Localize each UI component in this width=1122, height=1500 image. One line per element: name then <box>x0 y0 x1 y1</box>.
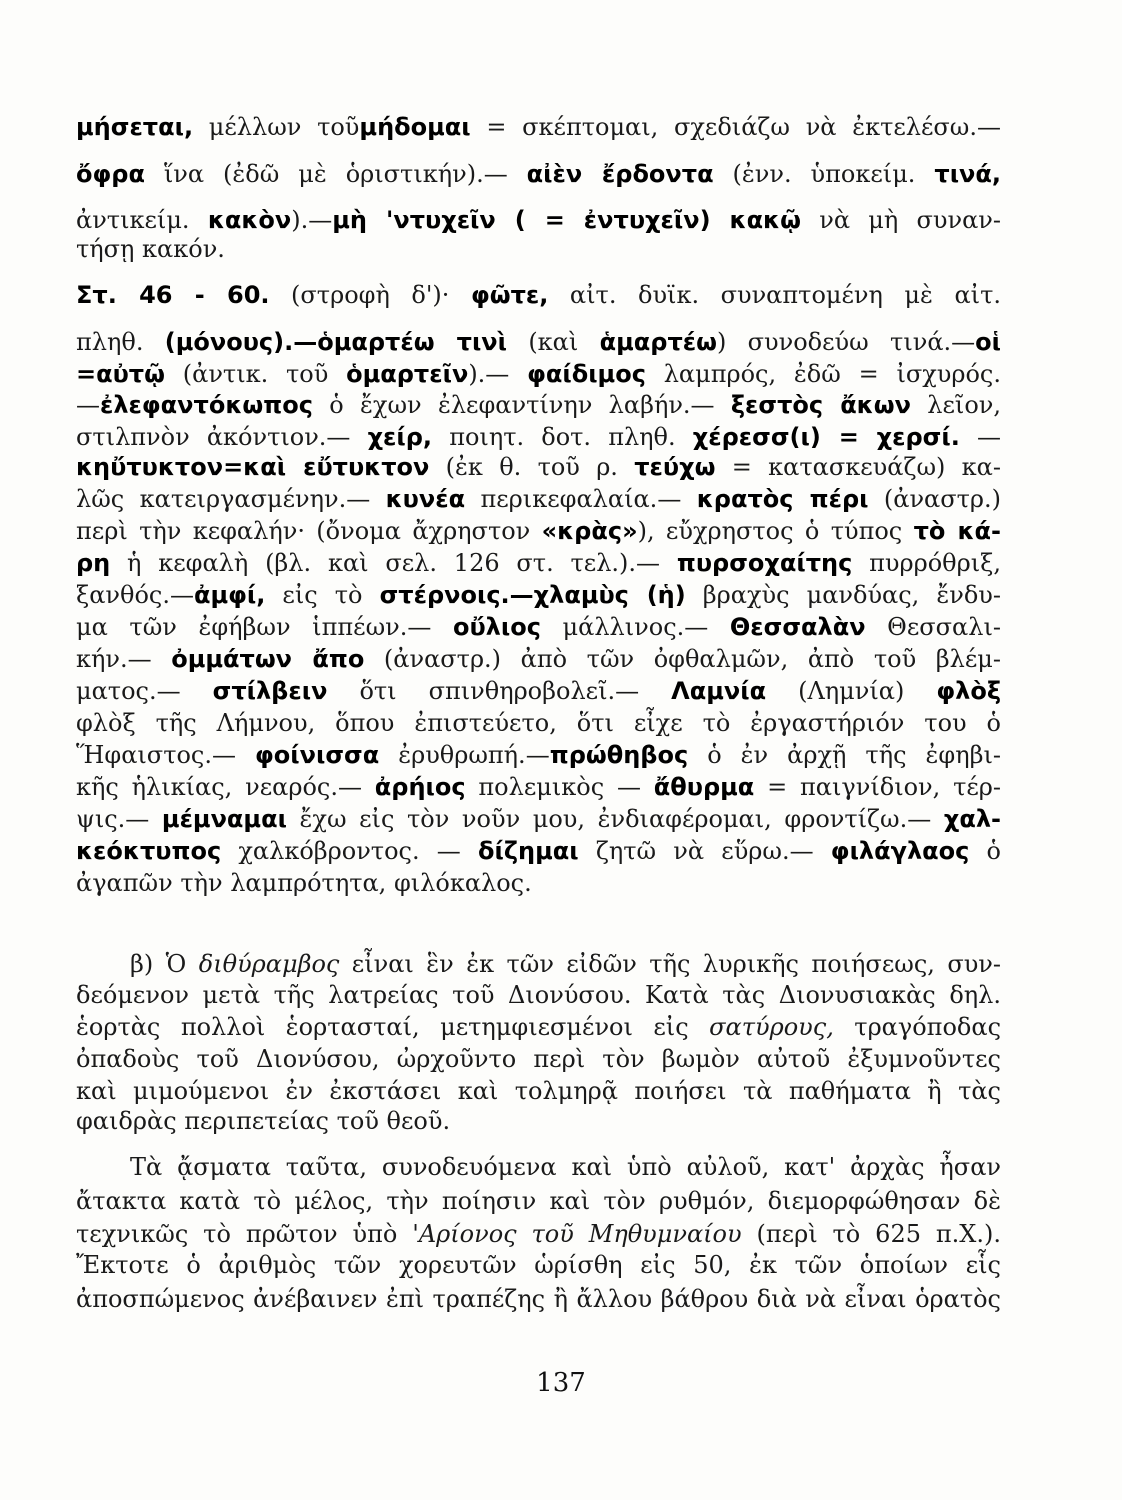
text-segment: — <box>959 423 1001 451</box>
bold-term: τὸ κά- <box>913 517 1002 545</box>
text-segment: εἶναι ἓν ἐκ τῶν εἰδῶν τῆς λυρικῆς ποιήσεως, συν- <box>339 950 1002 978</box>
text-segment: ὁ ἐν ἀρχῇ τῆς ἐφηβι- <box>688 741 1001 769</box>
text-segment: (Λημνία) <box>766 677 937 705</box>
text-segment: ὁ <box>969 837 1001 865</box>
bold-term: ἀρήιος <box>374 773 466 801</box>
text-segment: Τὰ ᾄσματα ταῦτα, συνοδευόμενα καὶ ὑπὸ αὐλοῦ, κατ' ἀρχὰς ἦσαν <box>130 1153 1001 1181</box>
bold-term: κεόκτυπος <box>76 837 222 865</box>
text-segment: λῶς κατειργασμένην.— <box>76 485 386 513</box>
text-segment: Θεσσαλι- <box>865 613 1001 641</box>
text-line <box>76 868 1001 898</box>
bold-term: «κρὰς» <box>541 517 638 545</box>
text-line <box>76 644 1001 674</box>
text-line <box>76 580 1001 610</box>
text-segment: ὁ ἔχων ἐλεφαντίνην λαβήν.— <box>312 391 731 419</box>
text-segment: νὰ μὴ συναν- <box>800 206 1002 234</box>
text-line <box>130 949 1001 979</box>
text-segment: τραγόποδας <box>833 1013 1002 1041</box>
bold-term: Λαμνία <box>671 677 767 705</box>
text-line <box>76 1106 1001 1136</box>
text-line <box>76 1219 1001 1249</box>
bold-term: κυνέα <box>385 485 466 513</box>
text-line <box>76 836 1001 866</box>
text-line <box>76 516 1001 546</box>
text-segment: πληθ. <box>76 328 165 356</box>
text-segment: = παιγνίδιον, τέρ- <box>754 773 1001 801</box>
text-segment: βραχὺς μανδύας, ἔνδυ- <box>685 581 1001 609</box>
text-segment: ) συνοδεύω τινά.— <box>716 328 976 356</box>
bold-term: οἱ <box>975 328 1001 356</box>
bold-term: μέμναμαι <box>161 805 287 833</box>
text-segment: περικεφαλαία.— <box>465 485 697 513</box>
text-segment: ἑορτὰς πολλοὶ ἑορτασταί, μετημφιεσμένοι εἰς <box>76 1013 710 1041</box>
text-line <box>76 422 1001 452</box>
bold-term: φῶτε, <box>470 281 549 309</box>
text-line <box>76 548 1001 578</box>
text-line <box>76 205 1001 235</box>
text-segment: = σκέπτομαι, σχεδιάζω νὰ ἐκτελέσω.— <box>470 113 1002 141</box>
text-line <box>76 484 1001 514</box>
bold-term: κηὔτυκτον=καὶ εὔτυκτον <box>76 453 430 481</box>
bold-term: μήσεται, <box>76 113 194 141</box>
text-segment: ).— <box>468 360 528 388</box>
text-line <box>76 980 1001 1010</box>
text-line <box>76 772 1001 802</box>
text-segment: ὅτι σπινθηροβολεῖ.— <box>327 677 672 705</box>
text-segment: ποιητ. δοτ. πληθ. <box>432 423 693 451</box>
text-segment: (ἀντικ. τοῦ <box>164 360 347 388</box>
italic-text: 'Αρίονος τοῦ Μηθυμναίου <box>412 1220 742 1248</box>
bold-term: πρώθηβος <box>549 741 689 769</box>
text-line <box>76 112 1001 142</box>
bold-term: (μόνους).—ὁμαρτέω τινὶ <box>164 328 507 356</box>
text-segment: πυρρόθριξ, <box>852 549 1001 577</box>
text-line <box>76 390 1001 420</box>
text-line <box>76 1044 1001 1074</box>
text-line <box>76 804 1001 834</box>
text-line <box>76 359 1001 389</box>
bold-term: μὴ 'ντυχεῖν ( = ἐντυχεῖν) κακῷ <box>332 206 801 234</box>
text-line <box>76 1076 1001 1106</box>
bold-term: χείρ, <box>367 423 433 451</box>
text-line <box>76 612 1001 642</box>
text-segment: ἵνα (ἐδῶ μὲ ὁριστικήν).— <box>144 160 527 188</box>
text-segment: πολεμικὸς — <box>465 773 654 801</box>
text-segment: κῆς ἡλικίας, νεαρός.— <box>76 773 375 801</box>
text-line <box>76 708 1001 738</box>
text-line <box>76 452 1001 482</box>
text-line <box>76 234 1001 264</box>
text-segment: ζητῶ νὰ εὕρω.— <box>578 837 831 865</box>
bold-term: πυρσοχαίτης <box>676 549 853 577</box>
text-segment: λεῖον, <box>910 391 1001 419</box>
text-segment: ψις.— <box>76 805 162 833</box>
text-segment: μάλλινος.— <box>540 613 730 641</box>
text-segment: (ἐνν. ὑποκείμ. <box>713 160 935 188</box>
text-segment: (ἀναστρ.) ἀπὸ τῶν ὀφθαλμῶν, ἀπὸ τοῦ βλέμ- <box>364 645 1001 673</box>
text-line <box>76 1250 1001 1280</box>
text-line <box>130 1152 1001 1182</box>
text-segment: κήν.— <box>76 645 172 673</box>
text-segment: ).— <box>291 206 333 234</box>
bold-term: δίζημαι <box>478 837 579 865</box>
text-segment: (ἐκ θ. τοῦ ρ. <box>429 453 635 481</box>
bold-term: =αὐτῷ <box>76 360 165 388</box>
text-segment: ματος.— <box>76 677 213 705</box>
text-segment: χαλκόβροντος. — <box>221 837 479 865</box>
bold-term: οὔλιος <box>452 613 541 641</box>
bold-term: ὀμμάτων ἄπο <box>171 645 365 673</box>
text-segment: = κατασκευάζω) κα- <box>715 453 1001 481</box>
bold-term: φλὸξ <box>936 677 1002 705</box>
text-segment: τεχνικῶς τὸ πρῶτον ὑπὸ <box>76 1220 413 1248</box>
bold-term: χέρεσσ(ι) = χερσί. <box>692 423 960 451</box>
bold-term: ἐλεφαντόκωπος <box>100 391 313 419</box>
text-line <box>76 280 1001 310</box>
bold-term: ὁμαρτεῖν <box>346 360 469 388</box>
text-segment: στιλπνὸν ἀκόντιον.— <box>76 423 368 451</box>
text-segment: (περὶ τὸ 625 π.Χ.). <box>741 1220 1002 1248</box>
bold-term: αἰὲν ἔρδοντα <box>526 160 714 188</box>
bold-term: κακὸν <box>207 206 292 234</box>
page-number: 137 <box>536 1368 586 1398</box>
bold-term: φοίνισσα <box>255 741 380 769</box>
bold-term: στίλβειν <box>212 677 328 705</box>
text-segment: ἀντικείμ. <box>76 206 208 234</box>
bold-term: ἁμαρτέω <box>599 328 717 356</box>
bold-term: χαλ- <box>943 805 1001 833</box>
bold-term: φιλάγλαος <box>830 837 970 865</box>
italic-text: σατύρους, <box>709 1013 834 1041</box>
text-line <box>76 1284 1001 1314</box>
text-line <box>76 1186 1001 1216</box>
bold-term: Θεσσαλὰν <box>729 613 866 641</box>
text-segment: φαιδρὰς περιπετείας τοῦ θεοῦ. <box>76 1107 451 1135</box>
text-segment: — <box>76 391 100 419</box>
text-segment: Ἔκτοτε ὁ ἀριθμὸς τῶν χορευτῶν ὡρίσθη εἰς 50, ἐκ τῶν ὁποίων εἷς <box>76 1251 1001 1279</box>
text-segment: αἰτ. δυϊκ. συναπτομένη μὲ αἰτ. <box>548 281 1001 309</box>
bold-term: τινά, <box>934 160 1002 188</box>
text-segment: δεόμενον μετὰ τῆς λατρείας τοῦ Διονύσου. Κατὰ τὰς Διονυσιακὰς δηλ. <box>76 981 1001 1009</box>
bold-term: τεύχω <box>634 453 716 481</box>
text-segment: ὀπαδοὺς τοῦ Διονύσου, ὠρχοῦντο περὶ τὸν βωμὸν αὐτοῦ ἐξυμνοῦντες <box>76 1045 1001 1073</box>
bold-term: κρατὸς πέρι <box>696 485 869 513</box>
text-line <box>76 327 1001 357</box>
text-line <box>76 740 1001 770</box>
bold-term: μήδομαι <box>359 113 471 141</box>
bold-term: φαίδιμος <box>527 360 646 388</box>
text-segment: φλὸξ τῆς Λήμνου, ὅπου ἐπιστεύετο, ὅτι εἶχε τὸ ἐργαστήριόν του ὁ <box>76 709 1001 737</box>
text-segment: μέλλων τοῦ <box>193 113 360 141</box>
bold-term: ξεστὸς ἄκων <box>730 391 911 419</box>
text-segment: Ἥφαιστος.— <box>76 741 255 769</box>
text-segment: μα τῶν ἐφήβων ἱππέων.— <box>76 613 453 641</box>
bold-term: στέρνοις.—χλαμὺς (ἡ) <box>379 581 686 609</box>
text-segment: (καὶ <box>507 328 600 356</box>
text-segment: ἀποσπώμενος ἀνέβαινεν ἐπὶ τραπέζης ἢ ἄλλου βάθρου διὰ νὰ εἶναι ὁρατὸς <box>76 1285 1001 1313</box>
text-segment: ἄτακτα κατὰ τὸ μέλος, τὴν ποίησιν καὶ τὸν ρυθμόν, διεμορφώθησαν δὲ <box>76 1187 1001 1215</box>
text-segment: ξανθός.— <box>76 581 194 609</box>
text-segment: β) Ὁ <box>130 950 199 978</box>
bold-term: ἀμφί, <box>193 581 266 609</box>
text-segment: τήσῃ κακόν. <box>76 235 225 263</box>
text-line <box>76 1012 1001 1042</box>
text-segment: ), εὔχρηστος ὁ τύπος <box>637 517 914 545</box>
text-segment: ἔχω εἰς τὸν νοῦν μου, ἐνδιαφέρομαι, φροντίζω.— <box>286 805 944 833</box>
italic-text: διθύραμβος <box>198 950 340 978</box>
text-segment: λαμπρός, ἐδῶ = ἰσχυρός. <box>645 360 1002 388</box>
text-segment: ἐρυθρωπή.— <box>379 741 550 769</box>
text-segment: (ἀναστρ.) <box>868 485 1002 513</box>
text-segment: (στροφὴ δ')· <box>269 281 471 309</box>
text-segment: ἀγαπῶν τὴν λαμπρότητα, φιλόκαλος. <box>76 869 532 897</box>
text-line <box>76 159 1001 189</box>
text-segment: καὶ μιμούμενοι ἐν ἐκστάσει καὶ τολμηρᾷ ποιήσει τὰ παθήματα ἢ τὰς <box>76 1077 1001 1105</box>
text-segment: περὶ τὴν κεφαλήν· (ὄνομα ἄχρηστον <box>76 517 542 545</box>
text-line <box>76 676 1001 706</box>
bold-term: Στ. 46 - 60. <box>76 281 270 309</box>
bold-term: ἄθυρμα <box>653 773 755 801</box>
text-segment: εἰς τὸ <box>265 581 380 609</box>
bold-term: ρη <box>76 549 111 577</box>
text-segment: ἡ κεφαλὴ (βλ. καὶ σελ. 126 στ. τελ.).— <box>110 549 677 577</box>
bold-term: ὄφρα <box>76 160 145 188</box>
